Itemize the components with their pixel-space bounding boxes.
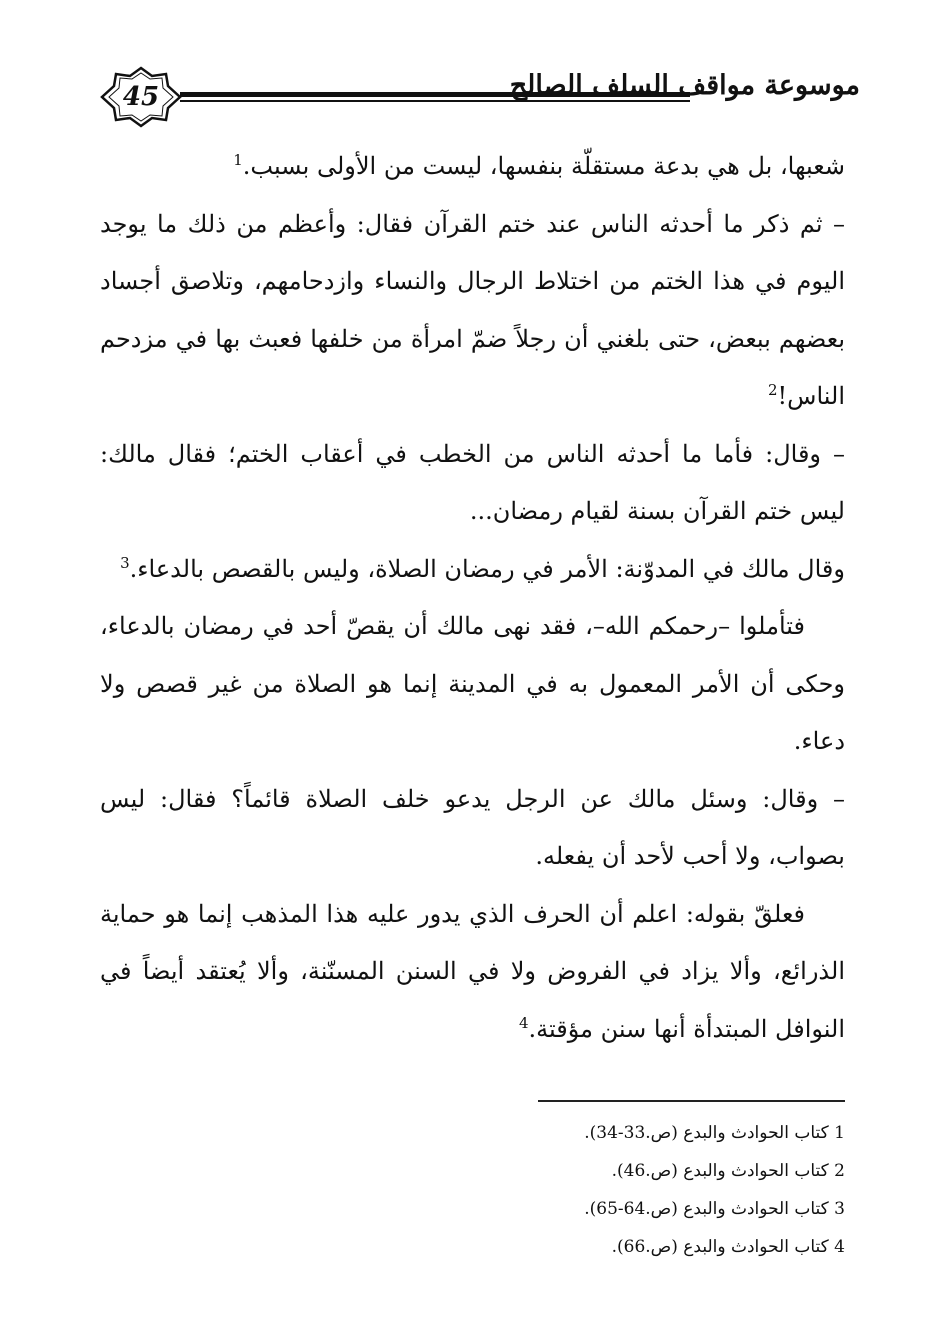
page-number-badge — [100, 66, 182, 128]
footnote-ref: 2 — [767, 381, 778, 399]
paragraph-6: – وقال: وسئل مالك عن الرجل يدعو خلف الصلاة قائماً؟ فقال: ليس بصواب، ولا أحب لأحد أن يفعله. — [100, 784, 845, 870]
page-header — [100, 66, 860, 136]
footnote-item: 3 كتاب الحوادث والبدع (ص.64-65). — [584, 1199, 845, 1219]
paragraph-3: – وقال: فأما ما أحدثه الناس من الخطب في أعقاب الختم؛ فقال مالك: ليس ختم القرآن بسنة لقيام رمضان... — [100, 439, 845, 525]
footnote-separator — [538, 1100, 845, 1102]
footnote-ref: 3 — [120, 553, 130, 572]
paragraph-1: شعبها، بل هي بدعة مستقلّة بنفسها، ليست من الأولى بسبب.$^1$ — [233, 151, 845, 180]
paragraph-7: فعلقّ بقوله: اعلم أن الحرف الذي يدور عليه هذا المذهب إنما هو حماية الذرائع، وألا يزاد في الفروض ولا في السنن المسنّنة، وألا يُعتقد أيضاً في النوافل المبتدأة أنها سنن مؤقتة.$^4$ — [100, 899, 845, 1043]
footnote-item: 1 كتاب الحوادث والبدع (ص.33-34). — [584, 1123, 845, 1143]
footnotes — [500, 1114, 845, 1266]
page-number: 45 — [122, 82, 160, 112]
paragraph-2: – ثم ذكر ما أحدثه الناس عند ختم القرآن فقال: وأعظم من ذلك ما يوجد اليوم في هذا الختم من اختلاط الرجال والنساء وازدحامهم، وتلاصق أجساد بعضهم ببعض، حتى بلغني أن رجلاً ضمّ امرأة من خلفها فعبث بها في مزدحم الناس!$^2$ — [100, 209, 845, 410]
book-title: موسوعة مواقف السلف الصالح — [509, 70, 860, 101]
footnote-ref: 1 — [233, 151, 243, 169]
page-body — [100, 138, 845, 1058]
paragraph-4: وقال مالك في المدوّنة: الأمر في رمضان الصلاة، وليس بالقصص بالدعاء.$^3$ — [120, 553, 845, 583]
footnote-item: 4 كتاب الحوادث والبدع (ص.66). — [611, 1237, 845, 1257]
footnote-item: 2 كتاب الحوادث والبدع (ص.46). — [611, 1161, 845, 1181]
footnote-ref: 4 — [519, 1013, 529, 1032]
paragraph-5: فتأملوا –رحمكم الله–، فقد نهى مالك أن يقصّ أحد في رمضان بالدعاء، وحكى أن الأمر المعمول به في المدينة إنما هو الصلاة من غير قصص ولا دعاء. — [100, 612, 845, 755]
